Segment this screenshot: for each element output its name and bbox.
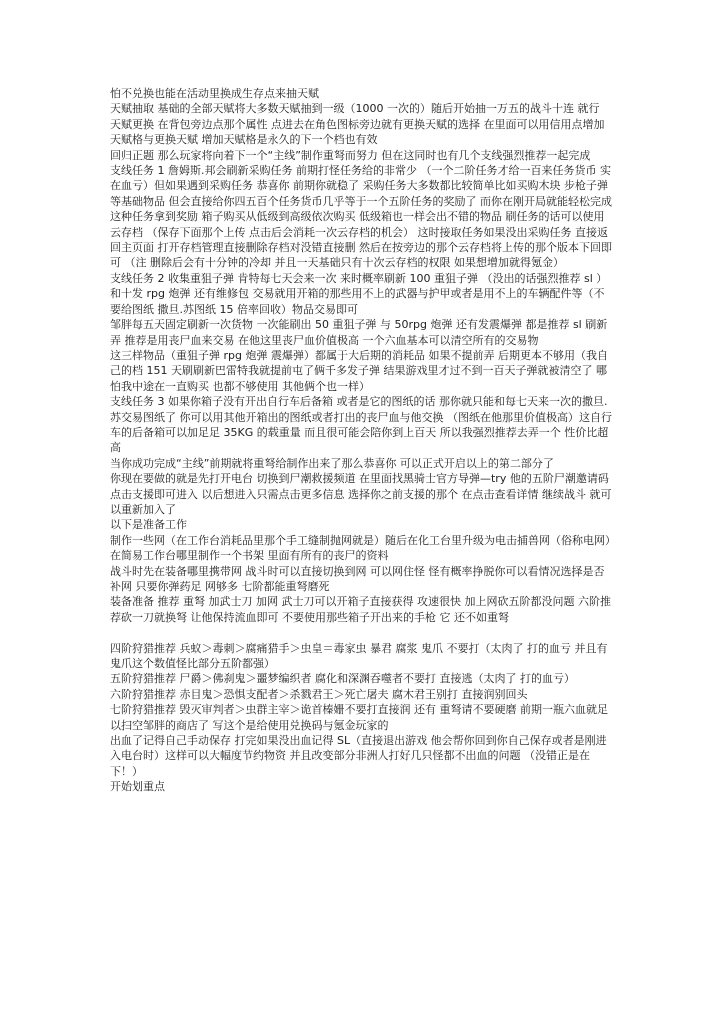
paragraph-make-net: 制作一些网（在工作台消耗品里那个手工缝制抛网就是）随后在化工台里升级为电击捕兽网（俗称电网） <box>110 533 616 547</box>
paragraph-hunt-tier-6: 六阶狩猎推荐 赤目鬼＞恐惧支配者＞杀戮君王＞死亡屠夫 腐木君王别打 直接润别回头 <box>110 687 528 701</box>
paragraph-preparation-heading: 以下是准备工作 <box>110 518 187 532</box>
paragraph-talent-draw: 天赋抽取 基础的全部天赋将大多数天赋抽到一级（1000 一次的）随后开始抽一万五的战斗十连 就行 <box>110 102 600 116</box>
paragraph-talent-change: 天赋更换 在背包旁边点那个属性 点进去在角色图标旁边就有更换天赋的选择 在里面可以用信用点增加天赋格与更换天赋 增加天赋格是永久的下一个档也有效 <box>110 117 605 147</box>
paragraph-hunt-tier-4: 四阶狩猎推荐 兵蚁＞毒刺＞腐痛猎手＞虫皇＝毒家虫 暴君 腐浆 鬼爪 不要打（太肉了 打的血亏 并且有鬼爪这个数值怪比部分五阶都强） <box>110 641 608 671</box>
paragraph-combat-net: 战斗时先在装备哪里携带网 战斗时可以直接切换到网 可以网住怪 怪有概率挣脱你可以看情况选择是否补网 只要你弹药足 网够多 七阶都能重弩磨死 <box>110 564 605 593</box>
paragraph-key-points: 开始划重点 <box>110 780 165 794</box>
paragraph-bleeding-save: 出血了记得自己手动保存 打完如果没出血记得 SL（直接退出游戏 他会帮你回到你自己保存或者是刚进入电台时）这样可以大幅度节约物资 并且改变部分非洲人打好几只怪都不出血的问题 （没错正是在下！） <box>110 734 607 778</box>
paragraph-side-quest-1: 支线任务 1 詹姆斯.邦会刷新采购任务 前期打怪任务给的非常少 （一个二阶任务才给一百来任务货币 实在血亏）但如果遇到采购任务 恭喜你 前期你就稳了 采购任务大多数都比较简单比如买购木块 步枪子弹 等基础物品 但会直接给你四五百个任务货币几乎等于一个五阶任务的奖励了 而你在刚开局就能轻松完成这种任务拿到奖励 箱子购买从低级到高级依次购买 低级箱也一样会出不错的物品 刷任务的话可以使用云存档 （保存下面那个上传 点击后会消耗一次云存档的机会） 这时接取任务如果没出采购任务 直接返回主页面 打开存档管理直接删除存档对没错直接删 然后在按旁边的那个云存档将上传的那个版本下回即可 （注 删除后会有十分钟的冷却 并且一天基础只有十次云存档的权限 如果想增加就得氪金） <box>110 164 612 270</box>
paragraph-open-radio: 你现在要做的就是先打开电台 切换到尸潮救援频道 在里面找黑骑士官方导弹—try 他的五阶尸潮邀请码 点击支援即可进入 以后想进入只需点击更多信息 选择你之前支援的那个 在点击查看详情 继续战斗 就可以重新加入了 <box>110 472 612 516</box>
paragraph-three-items: 这三样物品（重狙子弹 rpg 炮弹 震爆弹）都属于大后期的消耗品 如果不提前弄 后期更本不够用（我自己的档 151 天刷刷新巴雷特我就提前屯了俩千多发子弹 结果游戏里才过不到一百天子弹就被清空了 哪怕我中途在一直购买 也都不够使用 其他俩个也一样） <box>110 348 608 393</box>
paragraph-gap <box>110 625 614 640</box>
paragraph-side-quest-3: 支线任务 3 如果你箱子没有开出自行车后备箱 或者是它的图纸的话 那你就只能和每七天来一次的撒旦.苏交易图纸了 你可以用其他开箱出的图纸或者打出的丧尸血与他交换 （图纸在他那里价值极高）这自行车的后备箱可以加足足 35KG 的载重量 而且很可能会陪你到上百天 所以我强烈推荐去弄一个 性价比超高 <box>110 395 612 455</box>
paragraph-main-quest-done: 当你成功完成“主线”前期就将重弩给制作出来了那么恭喜你 可以正式开启以上的第二部分了 <box>110 456 554 470</box>
paragraph-zou-pang: 邹胖每五天固定刷新一次货物 一次能刷出 50 重狙子弹 与 50rpg 炮弹 还有发震爆弹 都是推荐 sl 刷新弄 推荐是用丧尸血来交易 在他这里丧尸血价值极高 一个六血基本可以清空所有的交易物 <box>110 318 608 347</box>
paragraph-back-to-topic: 回归正题 那么玩家将向着下一个“主线”制作重弩而努力 但在这同时也有几个支线强烈推荐一起完成 <box>110 148 591 162</box>
paragraph-intro: 怕不兑换也能在活动里换成生存点来抽天赋 <box>110 87 319 100</box>
paragraph-equipment: 装备准备 推荐 重弩 加武士刀 加网 武士刀可以开箱子直接获得 攻速很快 加上网砍五阶都没问题 六阶推荐砍一刀就换弩 让他保持流血即可 不要使用那些箱子开出来的手枪 它 还不如重弩 <box>110 595 611 624</box>
paragraph-side-quest-2: 支线任务 2 收集重狙子弹 肯特每七天会来一次 来时概率刷新 100 重狙子弹 （没出的话强烈推荐 sl ） 和十发 rpg 炮弹 还有维修包 交易就用开箱的那些用不上的武器与护甲或者是用不上的车辆配件等（不要给图纸 撒旦.苏图纸 15 倍率回收）物品交易即可 <box>110 271 608 316</box>
document-body <box>110 86 614 795</box>
paragraph-hunt-tier-7: 七阶狩猎推荐 毁灭审判者＞虫群主宰＞诡首榛姗不要打直接润 还有 重弩请不要硬磨 前期一瓶六血就足以扫空邹胖的商店了 写这个是给使用兑换码与氪金玩家的 <box>110 703 608 732</box>
paragraph-hunt-tier-5: 五阶狩猎推荐 尸爵＞佛刹鬼＞噩梦编织者 腐化和深渊吞噬者不要打 直接逃（太肉了 打的血亏） <box>110 672 575 686</box>
paragraph-bookshelf: 在简易工作台哪里制作一个书架 里面有所有的丧尸的资料 <box>110 549 389 563</box>
